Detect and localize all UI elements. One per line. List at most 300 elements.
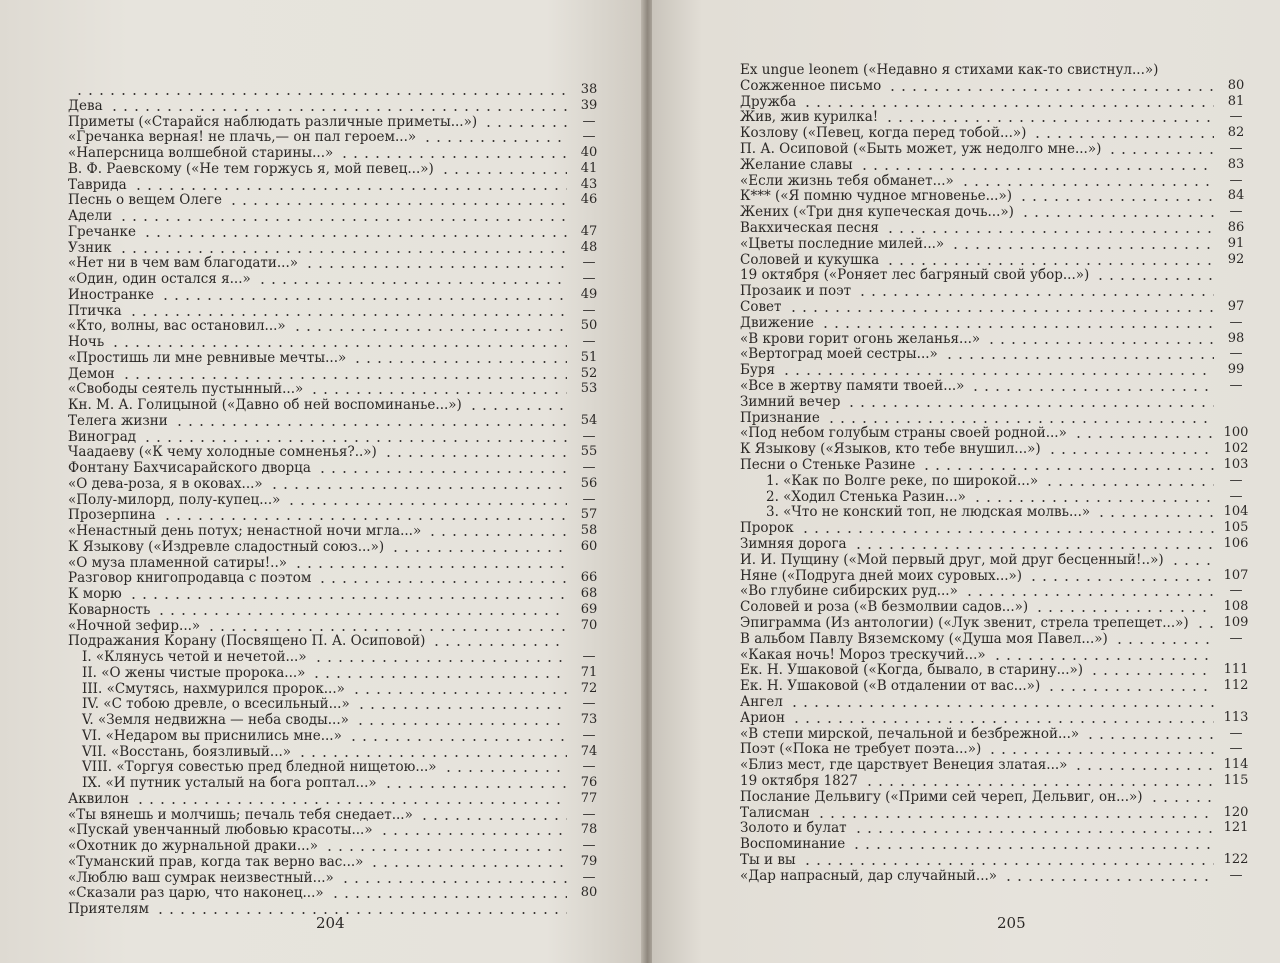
toc-entry-title: Талисман xyxy=(740,804,810,821)
toc-entry-title: Песнь о вещем Олеге xyxy=(68,192,222,209)
toc-entry-title: Пророк xyxy=(740,520,794,537)
toc-entry-page: 68 xyxy=(580,586,598,601)
toc-entry-title: Желание славы xyxy=(740,156,853,173)
toc-entry-title: Зимняя дорога xyxy=(740,536,847,552)
toc-entry-title: «Полу-милорд, полу-купец...» xyxy=(68,491,281,508)
toc-entry-title: Чаадаеву («К чему холодные сомненья?..») xyxy=(68,444,377,461)
toc-entry-title: «Ненастный день потух; ненастной ночи мгла...» xyxy=(68,523,422,539)
toc-entry-page: 60 xyxy=(580,538,598,554)
dot-leader xyxy=(1073,768,1214,770)
toc-entry-page: — xyxy=(1229,867,1243,883)
toc-entry-page: — xyxy=(582,129,596,145)
dot-leader xyxy=(816,816,1214,818)
toc-entry-page: 78 xyxy=(580,822,598,838)
toc-entry-page: — xyxy=(582,727,596,743)
toc-entry-page: 81 xyxy=(1227,93,1245,109)
toc-entry-title: Иностранке xyxy=(68,286,155,303)
dot-leader xyxy=(483,125,567,127)
dot-leader xyxy=(944,357,1214,359)
dot-leader xyxy=(468,408,567,410)
toc-entry-title: «Гречанка верная! не плачь,— он пал героем...» xyxy=(68,129,417,146)
toc-entry-title: «Один, один остался я...» xyxy=(68,271,251,287)
toc-entry-title: «Люблю ваш сумрак неизвестный...» xyxy=(68,869,334,886)
toc-entry-title: Приметы («Старайся наблюдать различные приметы...») xyxy=(68,113,478,130)
toc-entry-title: Коварность xyxy=(68,601,151,618)
toc-entry-page: 53 xyxy=(580,381,598,397)
toc-entry-title: 1. «Как по Волге реке, по широкой...» xyxy=(766,472,1039,489)
toc-entry-title: «О дева-роза, я в оковах...» xyxy=(68,475,263,492)
dot-leader xyxy=(162,518,567,520)
toc-entry-page: 83 xyxy=(1227,156,1245,172)
dot-leader xyxy=(820,326,1214,328)
toc-entry-title: Эпиграмма (Из антологии) («Лук звенит, стрела трепещет...») xyxy=(740,615,1189,631)
dot-leader xyxy=(313,660,567,662)
toc-entry-title: Соловей и роза («В безмолвии садов...») xyxy=(740,599,1029,616)
toc-entry-page: 66 xyxy=(580,570,598,586)
dot-leader xyxy=(964,594,1214,596)
toc-entry-title: VII. «Восстань, боязливый...» xyxy=(82,743,292,760)
dot-leader xyxy=(1028,579,1214,581)
toc-entry-title: Прозаик и поэт xyxy=(740,283,852,300)
toc-entry-page: 86 xyxy=(1227,220,1245,235)
toc-entry-page: — xyxy=(1229,725,1243,741)
dot-leader xyxy=(970,389,1214,391)
toc-entry-title: Няне («Подруга дней моих суровых...») xyxy=(740,567,1023,584)
toc-entry-page: 54 xyxy=(580,412,598,428)
toc-entry-title: К*** («Я помню чудное мгновенье...») xyxy=(740,188,1012,205)
toc-entry-title: «Туманский прав, когда так верно вас...» xyxy=(68,853,364,870)
dot-leader xyxy=(390,550,567,552)
dot-leader xyxy=(1032,136,1214,138)
toc-entry-title: Ex ungue leonem («Недавно я стихами как-то свистнул...») xyxy=(740,62,1159,78)
toc-entry xyxy=(740,866,1252,884)
toc-entry-page: — xyxy=(1229,346,1243,362)
dot-leader xyxy=(431,644,567,646)
toc-entry-page: — xyxy=(1229,583,1243,599)
dot-leader xyxy=(859,168,1214,170)
dot-leader xyxy=(884,120,1214,122)
toc-entry-title: «О муза пламенной сатиры!..» xyxy=(68,554,288,571)
toc-entry-title: 2. «Ходил Стенька Разин...» xyxy=(766,488,966,505)
toc-entry-title: В. Ф. Раевскому («Не тем горжусь я, мой певец...») xyxy=(68,160,434,177)
dot-leader xyxy=(356,707,567,709)
dot-leader xyxy=(853,831,1214,833)
toc-entry-title: Соловей и кукушка xyxy=(740,251,880,268)
toc-entry-title: IX. «И путник усталый на бога роптал...» xyxy=(82,775,377,791)
toc-entry-page: 39 xyxy=(580,97,598,113)
dot-leader xyxy=(369,865,567,867)
toc-entry-title: И. И. Пущину («Мой первый друг, мой друг бесценный!..») xyxy=(740,551,1164,568)
dot-leader xyxy=(142,235,567,237)
toc-entry-page: — xyxy=(582,491,596,507)
toc-entry-title: «Наперсница волшебной старины...» xyxy=(68,145,334,161)
toc-entry-title: VIII. «Торгуя совестью пред бледной нищетою...» xyxy=(82,759,437,776)
toc-entry-page: — xyxy=(582,806,596,822)
toc-entry-title: Золото и булат xyxy=(740,820,847,837)
dot-leader xyxy=(1096,515,1214,517)
toc-entry-page: 114 xyxy=(1223,757,1249,773)
toc-entry-page: 41 xyxy=(580,160,598,176)
toc-entry-page: 43 xyxy=(580,176,598,192)
toc-entry-title: Послание Дельвигу («Прими сей череп, Дельвиг, он...») xyxy=(740,788,1143,805)
toc-entry-page: 80 xyxy=(1227,77,1245,93)
toc-entry-page: 84 xyxy=(1227,188,1245,204)
toc-entry-page: 120 xyxy=(1223,804,1249,820)
toc-entry-page: 108 xyxy=(1223,599,1249,615)
dot-leader xyxy=(174,424,567,426)
toc-entry-page: 80 xyxy=(580,885,598,901)
dot-leader xyxy=(348,739,567,741)
dot-leader xyxy=(950,247,1214,249)
toc-entry-page: 57 xyxy=(580,507,598,523)
toc-entry-page: — xyxy=(582,869,596,885)
toc-entry-title: III. «Смутясь, нахмурился пророк...» xyxy=(82,680,345,697)
toc-entry-page: 49 xyxy=(580,286,598,302)
dot-leader xyxy=(1073,436,1214,438)
dot-leader xyxy=(851,847,1214,849)
toc-entry-title: II. «О жены чистые пророка...» xyxy=(82,664,306,681)
toc-entry-title: IV. «С тобою древле, о всесильный...» xyxy=(82,696,350,713)
dot-leader xyxy=(826,421,1214,423)
toc-entry-title: Телега жизни xyxy=(68,412,168,429)
toc-entry-page: — xyxy=(582,759,596,775)
toc-entry-title: «Пускай увенчанный любовью красоты...» xyxy=(68,822,373,839)
toc-entry-title: Кн. М. А. Голицыной («Давно об ней воспоминанье...») xyxy=(68,397,462,413)
toc-entry-page: — xyxy=(1229,141,1243,156)
dot-leader xyxy=(118,219,567,221)
dot-leader xyxy=(160,298,567,300)
page-right xyxy=(652,0,1280,963)
toc-entry-title: «В крови горит огонь желанья...» xyxy=(740,330,981,347)
toc-entry-title: Жив, жив курилка! xyxy=(740,109,879,126)
toc-entry-title: Воспоминание xyxy=(740,836,846,853)
toc-entry-page: 111 xyxy=(1223,662,1249,678)
toc-entry-title: П. А. Осиповой («Быть может, уж недолго мне...») xyxy=(740,141,1102,157)
toc-entry-page: 104 xyxy=(1223,504,1249,520)
toc-entry-page: 105 xyxy=(1223,520,1249,536)
dot-leader xyxy=(1164,73,1214,75)
toc-entry-page: 74 xyxy=(580,743,598,759)
dot-leader xyxy=(309,392,567,394)
toc-entry-page: — xyxy=(1229,472,1243,488)
toc-entry-title: К морю xyxy=(68,586,122,602)
dot-leader xyxy=(1107,152,1214,154)
dot-leader xyxy=(206,629,567,631)
toc-entry-page: 97 xyxy=(1227,299,1245,314)
dot-leader xyxy=(419,818,567,820)
toc-entry-page: — xyxy=(1229,172,1243,188)
dot-leader xyxy=(1149,800,1214,802)
toc-entry-title: 3. «Что не конский топ, не людская молвь...» xyxy=(766,504,1091,521)
toc-entry-title: Приятелям xyxy=(68,901,149,917)
dot-leader xyxy=(383,786,567,788)
toc-entry-page: 71 xyxy=(580,664,598,680)
dot-leader xyxy=(885,231,1214,233)
dot-leader xyxy=(269,487,567,489)
toc-entry-page: 38 xyxy=(580,82,598,97)
dot-leader xyxy=(427,534,567,536)
dot-leader xyxy=(1085,737,1214,739)
toc-entry-page: 46 xyxy=(580,192,598,208)
toc-entry-title: Прозерпина xyxy=(68,507,156,524)
toc-entry-title: Ек. Н. Ушаковой («В отдалении от вас...») xyxy=(740,678,1041,695)
toc-entry-page: 79 xyxy=(580,853,598,869)
dot-leader xyxy=(921,468,1214,470)
dot-leader xyxy=(311,676,567,678)
toc-entry-page: — xyxy=(582,649,596,664)
dot-leader xyxy=(885,263,1214,265)
toc-entry-title: Подражания Корану (Посвящено П. А. Осиповой) xyxy=(68,633,426,650)
dot-leader xyxy=(986,342,1214,344)
dot-leader xyxy=(355,723,567,725)
toc-entry-page: 72 xyxy=(580,680,598,696)
toc-entry-page: 77 xyxy=(580,790,598,806)
toc-entry-page: 115 xyxy=(1223,773,1249,788)
dot-leader xyxy=(128,314,567,316)
toc-entry-page: — xyxy=(1229,488,1243,504)
dot-leader xyxy=(286,503,567,505)
dot-leader xyxy=(781,373,1214,375)
toc-entry-page: 52 xyxy=(580,365,598,381)
toc-entry-page: — xyxy=(1229,204,1243,220)
toc-entry-page: 122 xyxy=(1223,852,1249,867)
toc-entry-page: 55 xyxy=(580,444,598,460)
toc-entry-title: I. «Клянусь четой и нечетой...» xyxy=(82,649,307,665)
toc-entry-title: Фонтану Бахчисарайского дворца xyxy=(68,460,311,476)
toc-entry-title: «В степи мирской, печальной и безбрежной...» xyxy=(740,725,1080,742)
toc-entry-page: — xyxy=(582,428,596,444)
toc-entry-title: Дружба xyxy=(740,93,797,110)
toc-entry-title: «Ты вянешь и молчишь; печаль тебя снедает...» xyxy=(68,806,413,823)
toc-entry-page: 109 xyxy=(1223,615,1249,630)
toc-entry-page: — xyxy=(582,696,596,712)
dot-leader xyxy=(846,405,1214,407)
toc-entry-title: «Сказали раз царю, что наконец...» xyxy=(68,885,324,902)
dot-leader xyxy=(1114,642,1214,644)
toc-entry-title: Буря xyxy=(740,362,776,379)
toc-entry-title: «Дар напрасный, дар случайный...» xyxy=(740,867,998,884)
toc-entry-title: Птичка xyxy=(68,302,122,319)
toc-entry-title: 19 октября 1827 xyxy=(740,773,858,789)
toc-entry-page: 92 xyxy=(1227,251,1245,267)
toc-entry-title: Арион xyxy=(740,709,785,726)
dot-leader xyxy=(293,566,567,568)
toc-entry-title: Виноград xyxy=(68,428,137,445)
toc-entry-title: Аквилон xyxy=(68,790,129,807)
toc-entry-title: Гречанке xyxy=(68,223,136,240)
toc-entry-page: 58 xyxy=(580,523,598,538)
toc-entry-page: — xyxy=(582,255,596,271)
toc-entry-title: VI. «Недаром вы приснились мне...» xyxy=(82,727,342,744)
toc-entry-title: «Нет ни в чем вам благодати...» xyxy=(68,255,299,272)
toc-entry-title: В альбом Павлу Вяземскому («Душа моя Павел...») xyxy=(740,630,1108,647)
dot-leader xyxy=(887,89,1214,91)
toc-entry-title: «Во глубине сибирских руд...» xyxy=(740,583,958,600)
toc-entry-page: 121 xyxy=(1223,820,1249,836)
dot-leader xyxy=(74,93,567,95)
dot-leader xyxy=(1095,278,1214,280)
dot-leader xyxy=(857,294,1214,296)
toc-entry-title: 19 октября («Роняет лес багряный свой убор...») xyxy=(740,267,1090,284)
dot-leader xyxy=(972,500,1214,502)
toc-entry-page: — xyxy=(1229,109,1243,125)
toc-entry-title: Зимний вечер xyxy=(740,393,841,410)
toc-entry-page: 40 xyxy=(580,145,598,160)
dot-leader xyxy=(156,613,567,615)
dot-leader xyxy=(351,692,567,694)
dot-leader xyxy=(352,361,567,363)
toc-entry-title: Ты и вы xyxy=(740,852,796,868)
dot-leader xyxy=(802,105,1214,107)
toc-entry-page: — xyxy=(1229,378,1243,393)
toc-entry-title: Ек. Н. Ушаковой («Когда, бывало, в старину...») xyxy=(740,662,1084,679)
dot-leader xyxy=(257,282,567,284)
dot-leader xyxy=(297,755,567,757)
dot-leader xyxy=(379,833,567,835)
toc-entry-title: Адели xyxy=(68,208,113,224)
toc-entry-page: 69 xyxy=(580,601,598,617)
toc-entry-title: «Цветы последние милей...» xyxy=(740,235,945,252)
dot-leader xyxy=(422,140,567,142)
toc-entry-page: 48 xyxy=(580,239,598,255)
toc-entry-page: — xyxy=(582,460,596,475)
toc-entry-page: 106 xyxy=(1223,536,1249,551)
toc-entry-title: «Все в жертву памяти твоей...» xyxy=(740,378,965,394)
dot-leader xyxy=(383,455,567,457)
dot-leader xyxy=(987,752,1214,754)
dot-leader xyxy=(110,345,567,347)
toc-entry-page: 98 xyxy=(1227,330,1245,346)
toc-entry-page: — xyxy=(582,838,596,853)
toc-entry-title: «Вертоград моей сестры...» xyxy=(740,346,938,363)
dot-leader xyxy=(802,863,1214,865)
dot-leader xyxy=(340,881,567,883)
toc-entry-title: «Под небом голубым страны своей родной...» xyxy=(740,425,1067,442)
dot-leader xyxy=(155,912,567,914)
dot-leader xyxy=(443,770,567,772)
dot-leader xyxy=(1195,626,1214,628)
toc-entry-page: — xyxy=(1229,741,1243,757)
toc-entry-page: 103 xyxy=(1223,457,1249,472)
dot-leader xyxy=(121,377,567,379)
dot-leader xyxy=(324,849,567,851)
toc-entry-title: Козлову («Певец, когда перед тобой...») xyxy=(740,125,1027,142)
toc-entry-title: «Кто, волны, вас остановил...» xyxy=(68,318,286,335)
dot-leader xyxy=(317,471,567,473)
toc-entry-title: Разговор книгопродавца с поэтом xyxy=(68,570,312,587)
toc-entry-page: 50 xyxy=(580,318,598,334)
toc-entry-title: Ночь xyxy=(68,334,105,350)
toc-entry-title: Жених («Три дня купеческая дочь...») xyxy=(740,204,1014,221)
dot-leader xyxy=(1047,452,1214,454)
dot-leader xyxy=(1089,673,1214,675)
toc-entry-page: — xyxy=(582,302,596,318)
toc-entry-title: Сожженное письмо xyxy=(740,77,882,94)
toc-entry-title: V. «Земля недвижна — неба своды...» xyxy=(82,712,349,728)
dot-leader xyxy=(133,188,567,190)
dot-leader xyxy=(1044,484,1214,486)
toc-entry-page: — xyxy=(582,113,596,129)
dot-leader xyxy=(118,251,567,253)
dot-leader xyxy=(864,784,1214,786)
dot-leader xyxy=(339,156,567,158)
toc-entry-title: Движение xyxy=(740,314,814,331)
toc-entry-page: 91 xyxy=(1227,235,1245,251)
dot-leader xyxy=(330,896,567,898)
toc-entry-page: 70 xyxy=(580,617,598,633)
toc-entry-page: 112 xyxy=(1223,678,1249,694)
toc-entry-title: «Ночной зефир...» xyxy=(68,617,201,634)
toc-entry-page: — xyxy=(582,334,596,349)
toc-entry-page: — xyxy=(582,271,596,286)
toc-entry-page: — xyxy=(1229,630,1243,646)
toc-entry-title: К Языкову («Издревле сладостный союз...») xyxy=(68,538,385,555)
toc-entry-title: Поэт («Пока не требует поэта...») xyxy=(740,741,982,758)
dot-leader xyxy=(960,184,1214,186)
dot-leader xyxy=(853,547,1214,549)
toc-entry-title: Таврида xyxy=(68,176,127,193)
dot-leader xyxy=(135,802,567,804)
toc-entry-page: 107 xyxy=(1223,567,1249,583)
toc-entry-page: — xyxy=(1229,314,1243,330)
toc-entry-page: 113 xyxy=(1223,709,1249,725)
toc-entry-page: 82 xyxy=(1227,125,1245,141)
dot-leader xyxy=(440,172,567,174)
dot-leader xyxy=(1020,215,1214,217)
page-number-left: 204 xyxy=(316,914,345,932)
toc-entry-title: Дева xyxy=(68,97,103,114)
toc-entry-page: 76 xyxy=(580,775,598,790)
toc-entry-title: Узник xyxy=(68,239,112,256)
toc-entry-title: К Языкову («Языков, кто тебе внушил...») xyxy=(740,441,1041,458)
dot-leader xyxy=(992,658,1214,660)
page-number-right: 205 xyxy=(997,914,1026,932)
toc-entry-page: 47 xyxy=(580,223,598,239)
toc-entry-page: 51 xyxy=(580,349,598,365)
toc-entry-title: «Какая ночь! Мороз трескучий...» xyxy=(740,646,986,663)
dot-leader xyxy=(317,581,567,583)
toc-entry-page: 100 xyxy=(1223,425,1249,441)
dot-leader xyxy=(800,531,1214,533)
dot-leader xyxy=(128,597,567,599)
toc-entry-page: 56 xyxy=(580,475,598,491)
dot-leader xyxy=(1003,879,1214,881)
dot-leader xyxy=(228,203,567,205)
dot-leader xyxy=(292,329,567,331)
toc-entry-title: Совет xyxy=(740,299,782,315)
dot-leader xyxy=(789,705,1214,707)
dot-leader xyxy=(788,310,1214,312)
dot-leader xyxy=(1046,689,1214,691)
toc-entry-title: «Простишь ли мне ревнивые мечты...» xyxy=(68,349,347,366)
dot-leader xyxy=(1018,199,1214,201)
dot-leader xyxy=(142,440,567,442)
toc-entry-page: 99 xyxy=(1227,362,1245,378)
toc-entry-title: «Свободы сеятель пустынный...» xyxy=(68,381,304,398)
dot-leader xyxy=(1034,610,1214,612)
toc-entry-title: «Охотник до журнальной драки...» xyxy=(68,838,318,854)
toc-entry-title: «Если жизнь тебя обманет...» xyxy=(740,172,954,189)
toc-entry-title: «Близ мест, где царствует Венеция златая...» xyxy=(740,757,1068,774)
toc-entry-title: Вакхическая песня xyxy=(740,220,879,236)
toc-entry-title: Песни о Стеньке Разине xyxy=(740,457,916,473)
dot-leader xyxy=(791,721,1214,723)
toc-entry-page: 102 xyxy=(1223,441,1249,457)
toc-entry-title: Признание xyxy=(740,409,820,426)
toc-entry-title: Демон xyxy=(68,365,115,382)
toc-entry-page: 73 xyxy=(580,712,598,727)
toc-entry-title: Ангел xyxy=(740,694,783,710)
